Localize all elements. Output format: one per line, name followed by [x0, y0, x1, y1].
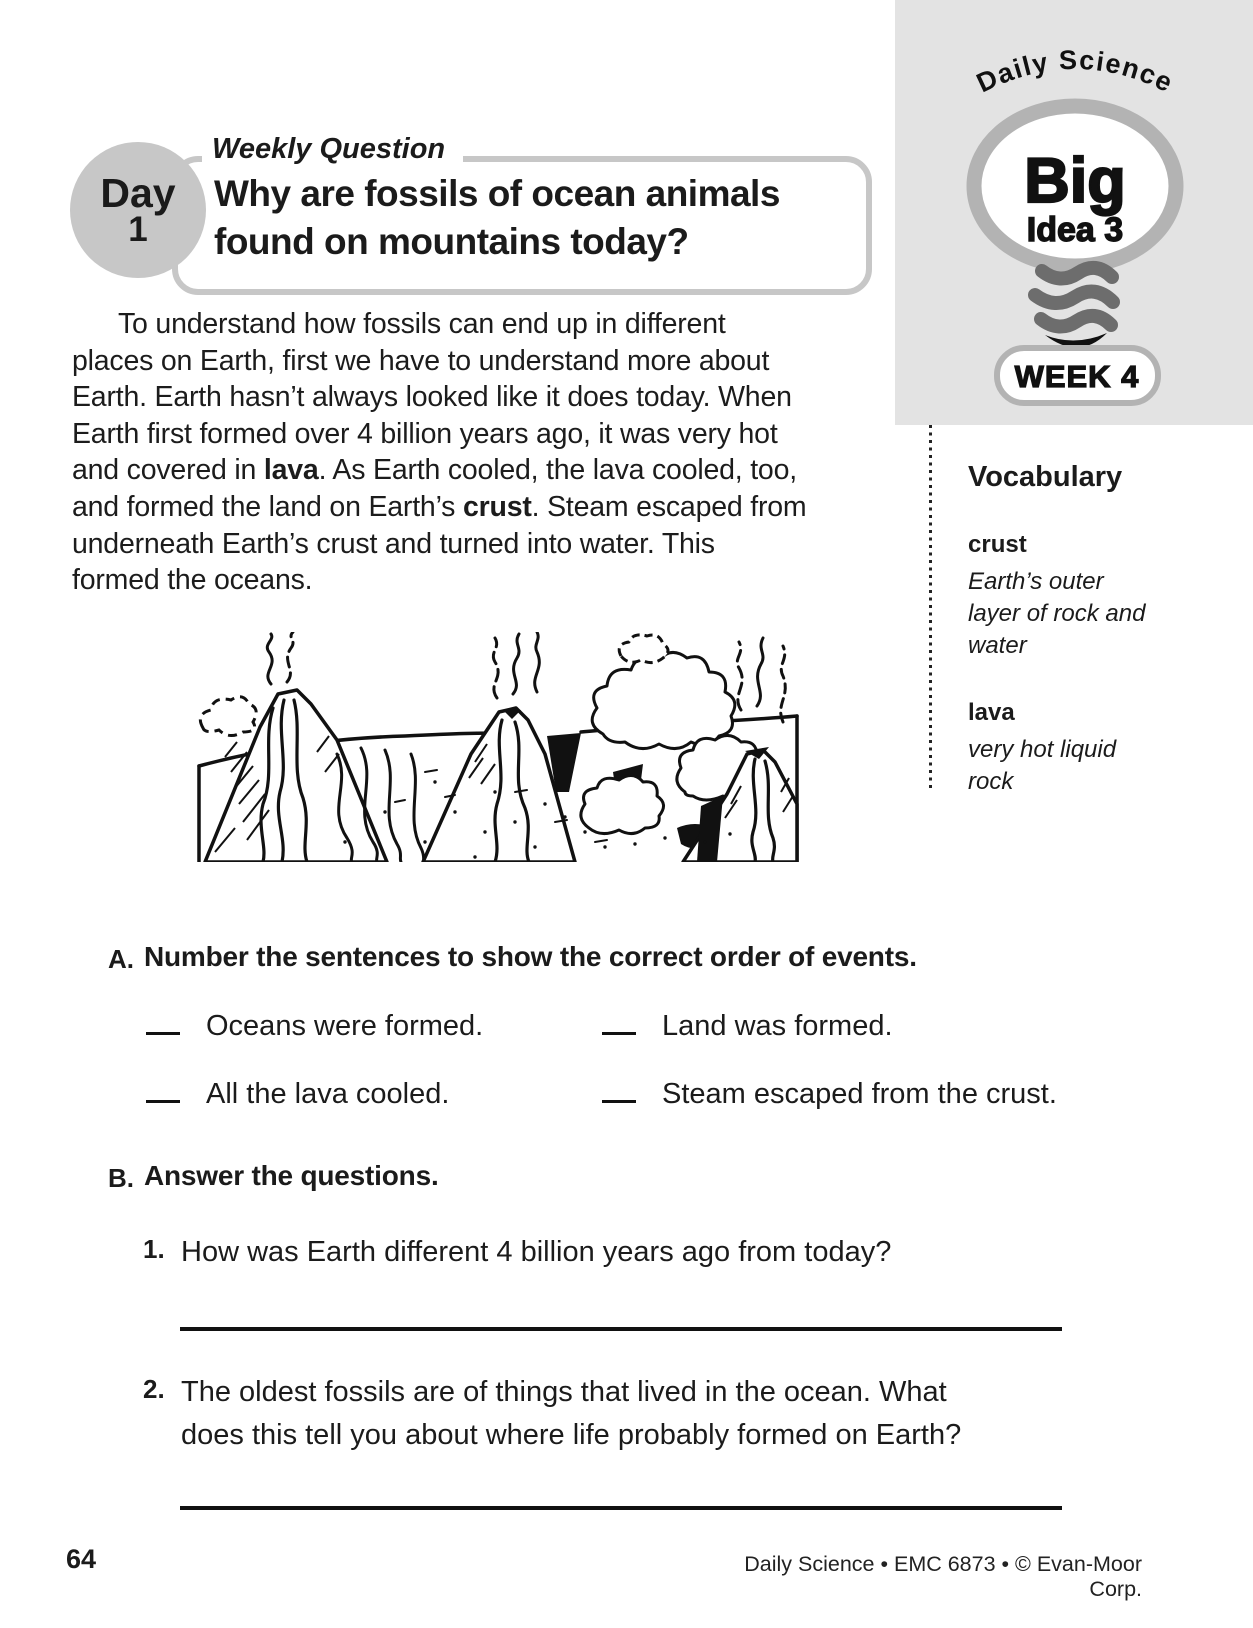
- question-number: 1.: [143, 1234, 165, 1264]
- section-b-heading: Answer the questions.: [144, 1160, 439, 1191]
- vocabulary-definition-line: water: [968, 632, 1027, 659]
- vocabulary-word: crust: [968, 531, 1027, 558]
- vocab-term-lava: lava: [263, 454, 319, 487]
- intro-line: formed the oceans.: [72, 564, 313, 597]
- intro-line: To understand how fossils can end up in different: [118, 308, 726, 340]
- dotted-separator: [929, 425, 932, 790]
- order-item: Steam escaped from the crust.: [602, 1076, 1057, 1111]
- order-item: All the lava cooled.: [146, 1076, 449, 1111]
- answer-blank: [602, 1008, 636, 1035]
- question-number: 2.: [143, 1374, 165, 1404]
- intro-line: and covered in lava. As Earth cooled, the lava cooled, too,: [72, 454, 797, 487]
- intro-line: underneath Earth’s crust and turned into water. This: [72, 527, 715, 560]
- daily-science-big-idea-logo: [895, 0, 1253, 425]
- vocabulary-title: Vocabulary: [968, 461, 1123, 493]
- volcano-middle: [423, 708, 575, 862]
- vocabulary-definition-line: layer of rock and: [968, 600, 1146, 627]
- bulb-base-icon: [1035, 268, 1113, 327]
- day-badge: [70, 142, 206, 278]
- answer-blank: [602, 1076, 636, 1103]
- answer-blank: [146, 1076, 180, 1103]
- order-item: Land was formed.: [602, 1008, 893, 1043]
- week-badge-text: WEEK 4: [1014, 359, 1140, 394]
- question-text: The oldest fossils are of things that lived in the ocean. What does this tell you about where life probably formed on Earth?: [181, 1376, 962, 1451]
- section-a-heading: Number the sentences to show the correct order of events.: [144, 941, 917, 972]
- vocabulary-definition-line: Earth’s outer: [968, 568, 1104, 595]
- answer-line: [180, 1506, 1062, 1510]
- vocabulary-definition-line: very hot liquid: [968, 736, 1117, 763]
- page-number: 64: [66, 1544, 97, 1574]
- day-number: 1: [128, 209, 148, 249]
- brand-arc-text: Daily Science: [971, 44, 1179, 99]
- weekly-question-label: Weekly Question: [202, 131, 463, 168]
- question-line: Why are fossils of ocean animals: [214, 173, 780, 214]
- intro-line: Earth. Earth hasn’t always looked like it does today. When: [72, 381, 792, 414]
- intro-line: places on Earth, first we have to understand more about: [72, 344, 770, 377]
- big-idea-panel: [895, 0, 1253, 425]
- intro-paragraph: [72, 306, 806, 599]
- day-label: Day: [100, 169, 176, 216]
- answer-line: [180, 1327, 1062, 1331]
- vocabulary-definition-line: rock: [968, 768, 1014, 795]
- vocab-term-crust: crust: [462, 490, 532, 523]
- vocabulary-word: lava: [968, 699, 1015, 726]
- question-text: How was Earth different 4 billion years ago from today?: [181, 1236, 892, 1268]
- answer-blank: [146, 1008, 180, 1035]
- idea-text: Idea 3: [1026, 211, 1124, 249]
- section-b-label: B.: [108, 1163, 134, 1193]
- question-line: found on mountains today?: [214, 221, 689, 262]
- big-text: Big: [1024, 146, 1126, 216]
- vocabulary-sidebar: [968, 460, 1243, 798]
- weekly-question-text: [214, 170, 780, 266]
- intro-line: Earth first formed over 4 billion years ago, it was very hot: [72, 417, 778, 450]
- section-a-label: A.: [108, 944, 134, 974]
- small-cloud: [200, 697, 256, 736]
- order-item: Oceans were formed.: [146, 1008, 483, 1043]
- footer-credit: Daily Science • EMC 6873 • © Evan-Moor Corp.: [744, 1552, 1142, 1601]
- volcano-illustration: [185, 632, 810, 862]
- intro-line: and formed the land on Earth’s crust. Steam escaped from: [72, 490, 807, 523]
